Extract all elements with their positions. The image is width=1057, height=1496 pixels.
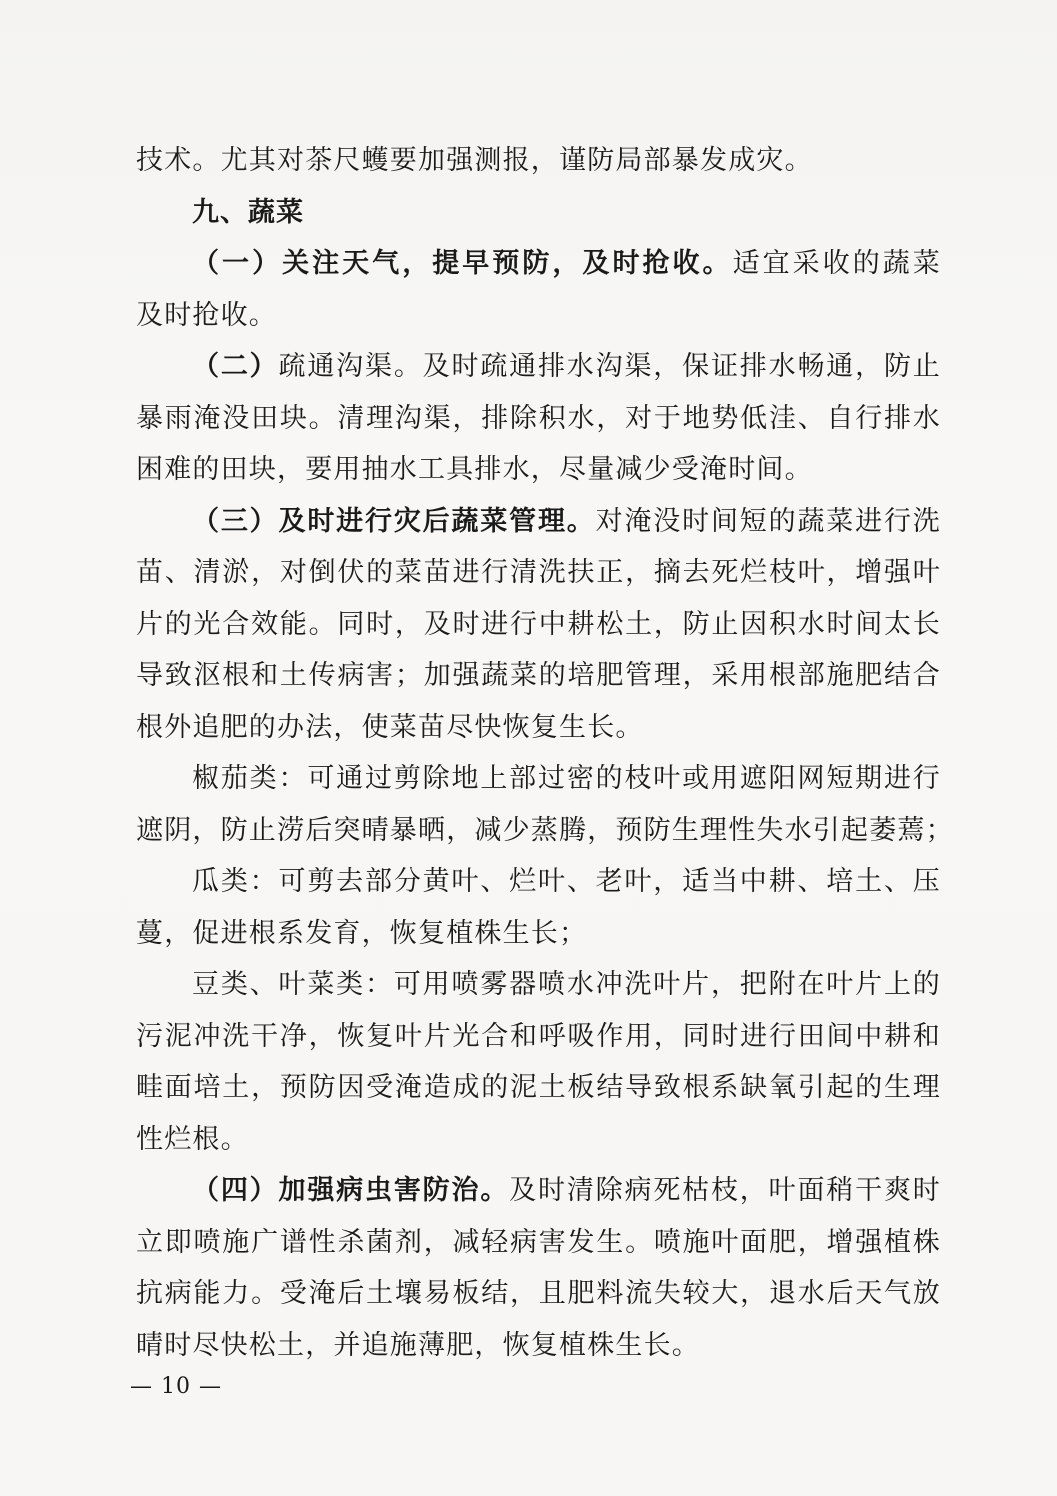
text-line: （四）加强病虫害防治。及时清除病死枯枝，叶面稍干爽时	[192, 1175, 942, 1206]
document-body	[136, 135, 954, 1371]
text-line: 立即喷施广谱性杀菌剂，减轻病害发生。喷施叶面肥，增强植株	[136, 1226, 941, 1258]
text-line: 苗、清淤，对倒伏的菜苗进行清洗扶正，摘去死烂枝叶，增强叶	[136, 557, 941, 588]
text-line: 片的光合效能。同时，及时进行中耕松土，防止因积水时间太长	[136, 608, 941, 640]
text-line: 导致沤根和土传病害；加强蔬菜的培肥管理，采用根部施肥结合	[136, 660, 941, 691]
text-line: 技术。尤其对茶尺蠖要加强测报，谨防局部暴发成灾。	[136, 145, 813, 176]
text-line: 暴雨淹没田块。清理沟渠，排除积水，对于地势低洼、自行排水	[136, 402, 941, 434]
text-line: 晴时尽快松土，并追施薄肥，恢复植株生长。	[136, 1329, 700, 1361]
subsection-heading: （三）及时进行灾后蔬菜管理。	[192, 505, 596, 537]
text-line: 及时抢收。	[136, 299, 277, 331]
text-line: 豆类、叶菜类：可用喷雾器喷水冲洗叶片，把附在叶片上的	[192, 969, 941, 1000]
subsection-heading: （二）	[192, 351, 279, 382]
text-line: 困难的田块，要用抽水工具排水，尽量减少受淹时间。	[136, 454, 813, 485]
text-line: 性烂根。	[136, 1123, 249, 1155]
page-number: — 10 —	[130, 1374, 222, 1399]
text-line: （二）疏通沟渠。及时疏通排水沟渠，保证排水畅通，防止	[192, 351, 941, 382]
text-line: （一）关注天气，提早预防，及时抢收。适宜采收的蔬菜	[192, 248, 941, 279]
text-line: 抗病能力。受淹后土壤易板结，且肥料流失较大，退水后天气放	[136, 1278, 941, 1309]
text-line: 根外追肥的办法，使菜苗尽快恢复生长。	[136, 711, 644, 743]
text-line: 蔓，促进根系发育，恢复植株生长；	[136, 917, 588, 949]
text-line: 遮阴，防止涝后突晴暴晒，减少蒸腾，预防生理性失水引起萎蔫；	[136, 814, 954, 846]
text-line: 瓜类：可剪去部分黄叶、烂叶、老叶，适当中耕、培土、压	[192, 866, 941, 897]
text-line: 污泥冲洗干净，恢复叶片光合和呼吸作用，同时进行田间中耕和	[136, 1020, 941, 1052]
text-line: 畦面培土，预防因受淹造成的泥土板结导致根系缺氧引起的生理	[136, 1072, 941, 1103]
text-line: （三）及时进行灾后蔬菜管理。对淹没时间短的蔬菜进行洗	[192, 505, 941, 537]
section-heading: 九、蔬菜	[192, 196, 304, 228]
subsection-heading: （四）加强病虫害防治。	[192, 1175, 510, 1206]
subsection-heading: （一）关注天气，提早预防，及时抢收。	[192, 248, 733, 279]
text-line: 椒茄类：可通过剪除地上部过密的枝叶或用遮阳网短期进行	[192, 763, 941, 794]
